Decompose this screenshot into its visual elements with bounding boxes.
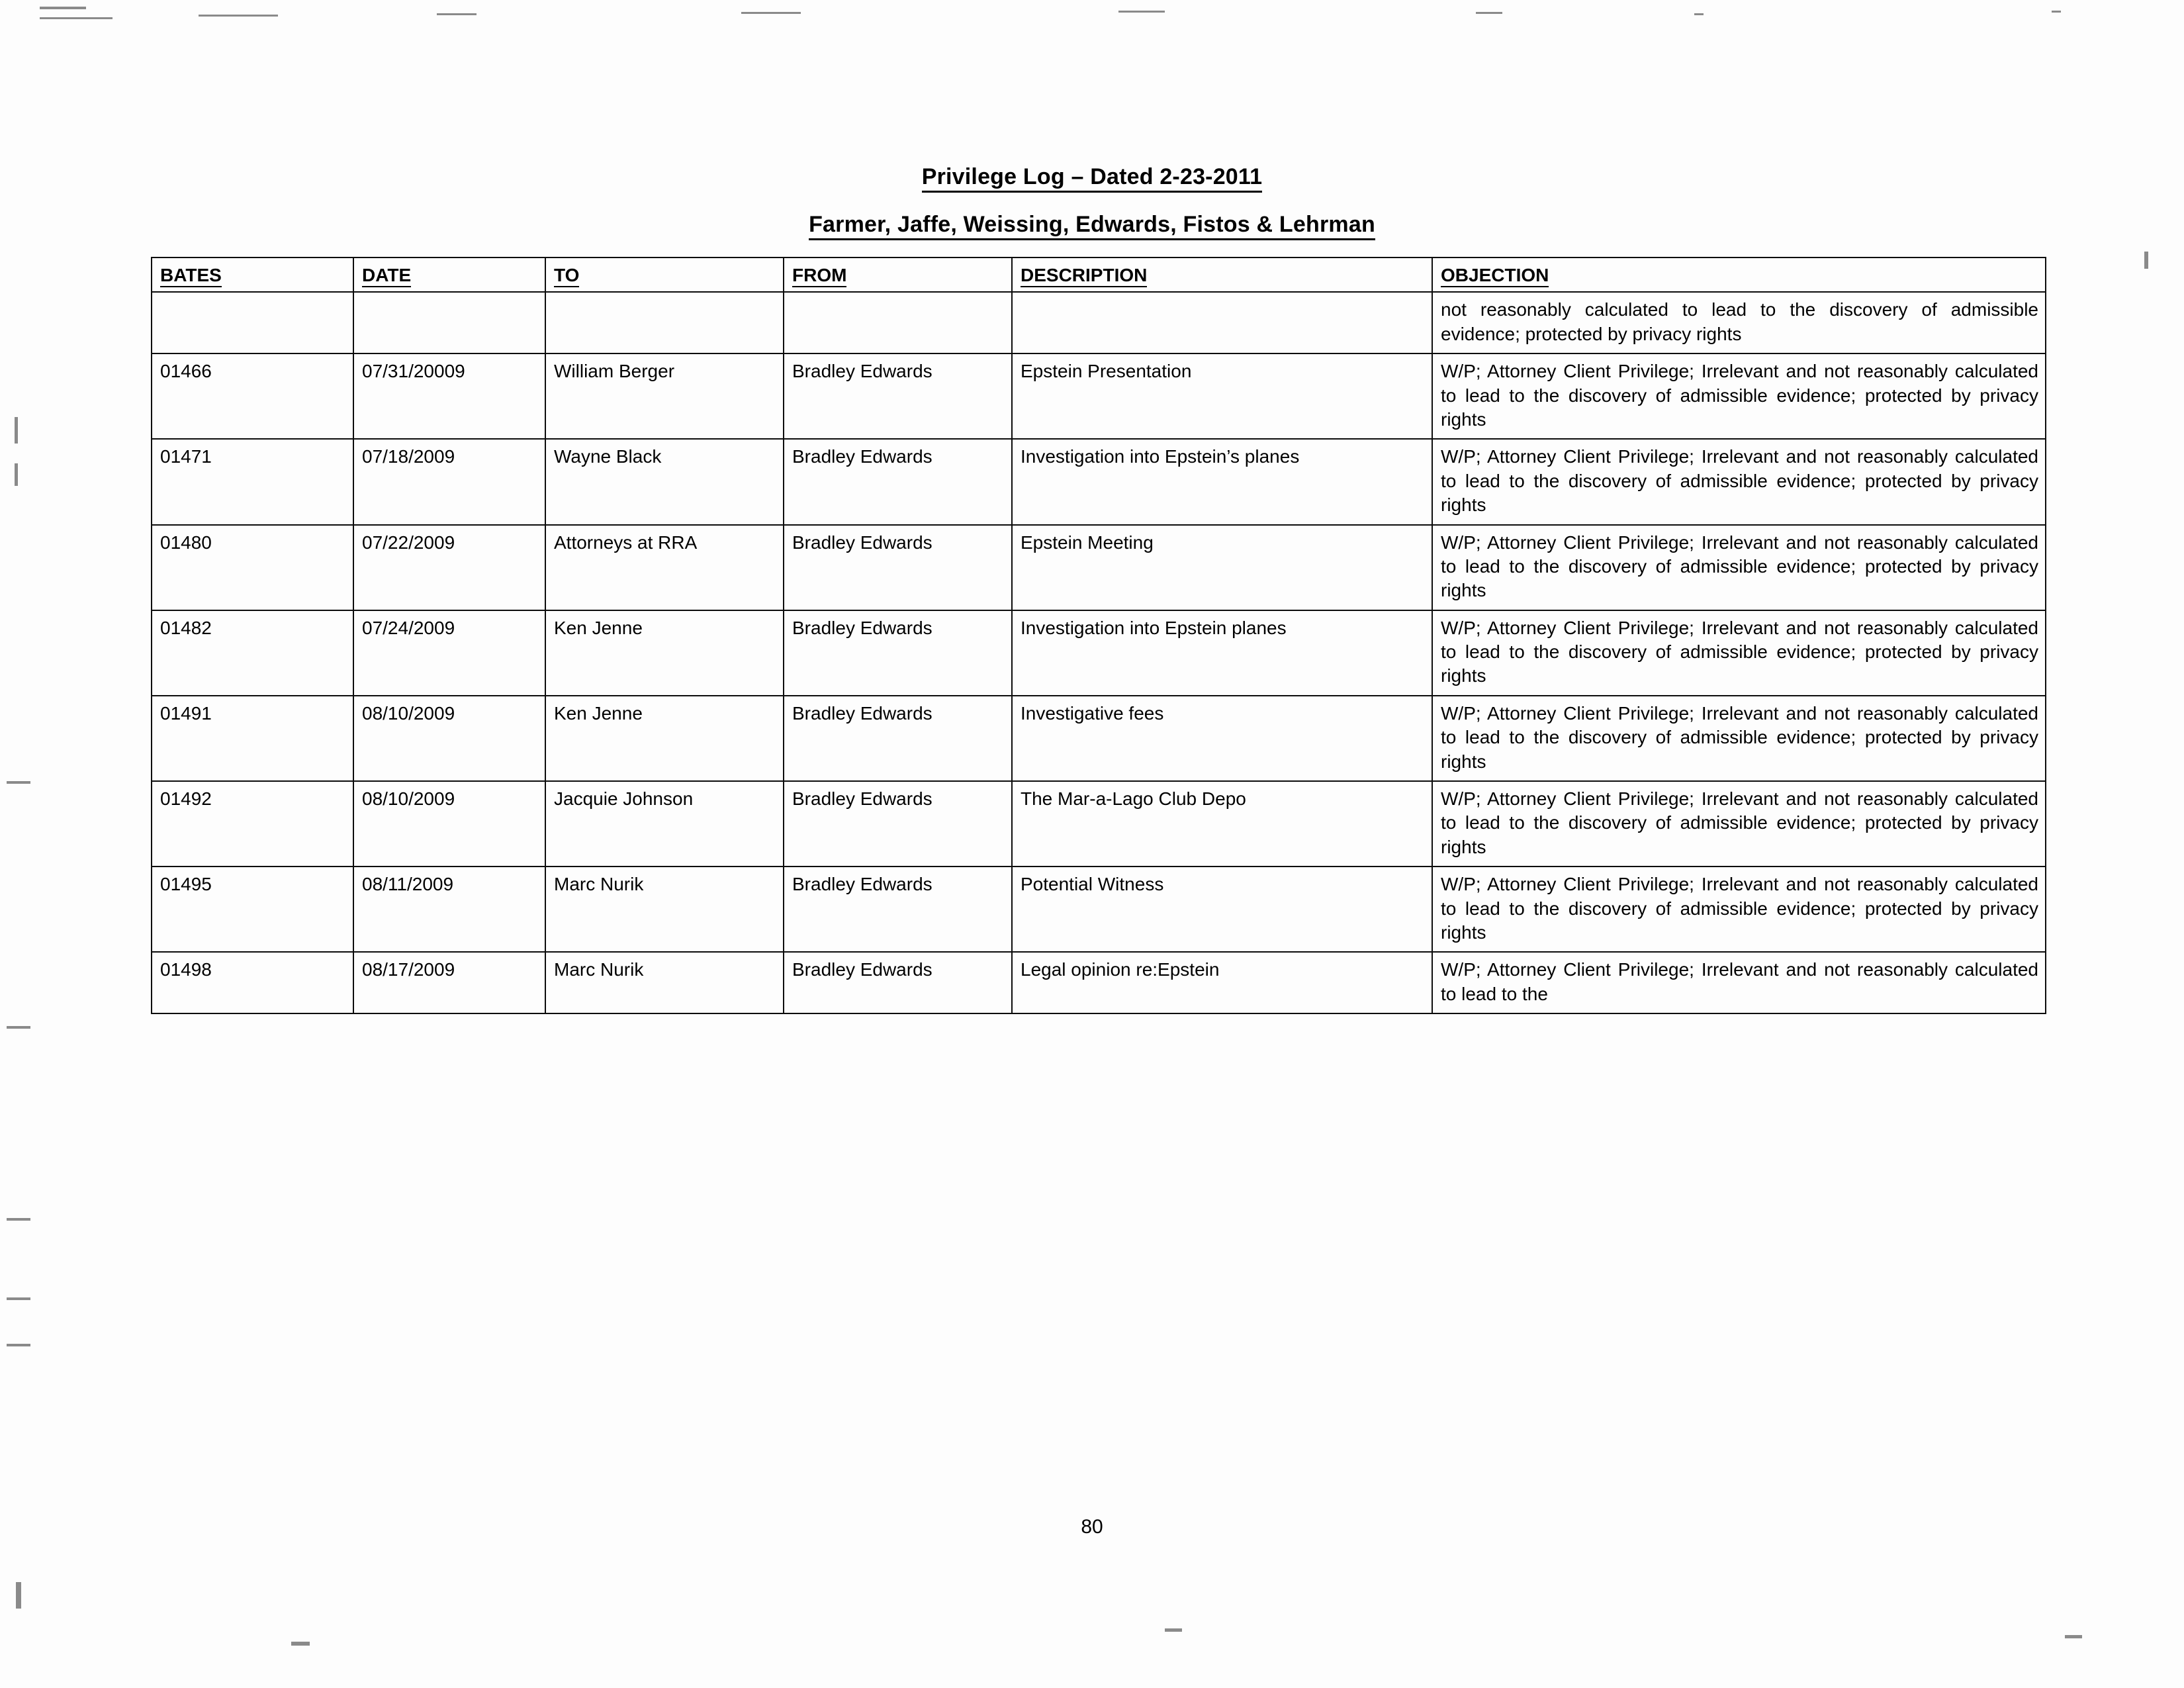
cell-from: Bradley Edwards	[784, 353, 1012, 439]
cell-description: Epstein Presentation	[1012, 353, 1432, 439]
scan-artifact	[741, 12, 801, 14]
scan-artifact	[7, 1297, 30, 1300]
table-row	[152, 439, 2046, 524]
cell-to: Ken Jenne	[545, 610, 784, 696]
cell-bates: 01480	[152, 525, 353, 610]
scan-artifact	[15, 463, 18, 486]
cell-from: Bradley Edwards	[784, 952, 1012, 1013]
page-number: 80	[1081, 1516, 1103, 1538]
cell-objection: W/P; Attorney Client Privilege; Irrelevant and not reasonably calculated to lead to the discovery of admissible evidence; protected by privacy rights	[1432, 439, 2046, 524]
cell-to: Attorneys at RRA	[545, 525, 784, 610]
cell-description: The Mar-a-Lago Club Depo	[1012, 781, 1432, 867]
cell-objection: W/P; Attorney Client Privilege; Irrelevant and not reasonably calculated to lead to the	[1432, 952, 2046, 1013]
cell-bates: 01495	[152, 867, 353, 952]
scan-artifact	[7, 1344, 30, 1346]
cell-bates: 01471	[152, 439, 353, 524]
cell-to: Jacquie Johnson	[545, 781, 784, 867]
table-row	[152, 696, 2046, 781]
cell-objection: W/P; Attorney Client Privilege; Irrelevant and not reasonably calculated to lead to the discovery of admissible evidence; protected by privacy rights	[1432, 781, 2046, 867]
table-row	[152, 952, 2046, 1013]
cell-date: 08/17/2009	[353, 952, 545, 1013]
cell-to	[545, 292, 784, 353]
column-header-objection: OBJECTION	[1432, 258, 2046, 292]
cell-from: Bradley Edwards	[784, 781, 1012, 867]
scan-artifact	[15, 417, 18, 444]
cell-bates: 01491	[152, 696, 353, 781]
table-row	[152, 781, 2046, 867]
cell-objection: W/P; Attorney Client Privilege; Irrelevant and not reasonably calculated to lead to the discovery of admissible evidence; protected by privacy rights	[1432, 867, 2046, 952]
cell-objection: W/P; Attorney Client Privilege; Irrelevant and not reasonably calculated to lead to the discovery of admissible evidence; protected by privacy rights	[1432, 353, 2046, 439]
cell-from: Bradley Edwards	[784, 696, 1012, 781]
scan-artifact	[1476, 12, 1502, 14]
page-title-line-2	[0, 212, 2184, 238]
scan-artifact	[1118, 11, 1165, 13]
cell-to: Marc Nurik	[545, 952, 784, 1013]
cell-from	[784, 292, 1012, 353]
cell-bates: 01492	[152, 781, 353, 867]
cell-description: Investigation into Epstein’s planes	[1012, 439, 1432, 524]
table-row	[152, 525, 2046, 610]
cell-from: Bradley Edwards	[784, 439, 1012, 524]
table-row	[152, 292, 2046, 353]
cell-objection: not reasonably calculated to lead to the discovery of admissible evidence; protected by privacy rights	[1432, 292, 2046, 353]
scan-artifact	[7, 1026, 30, 1029]
cell-date: 08/10/2009	[353, 781, 545, 867]
scan-artifact	[1694, 13, 1704, 15]
cell-description: Investigative fees	[1012, 696, 1432, 781]
scan-artifact	[7, 781, 30, 784]
scan-artifact	[40, 7, 86, 9]
column-header-description: DESCRIPTION	[1012, 258, 1432, 292]
column-header-from: FROM	[784, 258, 1012, 292]
table-body	[152, 292, 2046, 1013]
cell-description	[1012, 292, 1432, 353]
cell-date: 08/10/2009	[353, 696, 545, 781]
privilege-log-table	[151, 257, 2046, 1014]
cell-date	[353, 292, 545, 353]
table-row	[152, 353, 2046, 439]
table-row	[152, 867, 2046, 952]
cell-description: Investigation into Epstein planes	[1012, 610, 1432, 696]
cell-description: Epstein Meeting	[1012, 525, 1432, 610]
cell-to: Ken Jenne	[545, 696, 784, 781]
cell-bates	[152, 292, 353, 353]
cell-bates: 01498	[152, 952, 353, 1013]
cell-objection: W/P; Attorney Client Privilege; Irrelevant and not reasonably calculated to lead to the discovery of admissible evidence; protected by privacy rights	[1432, 696, 2046, 781]
cell-date: 07/18/2009	[353, 439, 545, 524]
column-header-to: TO	[545, 258, 784, 292]
cell-objection: W/P; Attorney Client Privilege; Irrelevant and not reasonably calculated to lead to the discovery of admissible evidence; protected by privacy rights	[1432, 525, 2046, 610]
scan-artifact	[291, 1642, 310, 1646]
scan-artifact	[7, 1218, 30, 1221]
scan-artifact	[2052, 11, 2061, 13]
scan-artifact	[199, 15, 278, 17]
cell-to: William Berger	[545, 353, 784, 439]
cell-date: 08/11/2009	[353, 867, 545, 952]
cell-description: Potential Witness	[1012, 867, 1432, 952]
scan-artifact	[437, 13, 477, 15]
cell-from: Bradley Edwards	[784, 525, 1012, 610]
scan-artifact	[1165, 1628, 1182, 1632]
cell-date: 07/31/20009	[353, 353, 545, 439]
page-title-line-2-text: Farmer, Jaffe, Weissing, Edwards, Fistos & Lehrman	[809, 212, 1375, 240]
cell-to: Wayne Black	[545, 439, 784, 524]
cell-date: 07/24/2009	[353, 610, 545, 696]
cell-from: Bradley Edwards	[784, 867, 1012, 952]
scan-artifact	[16, 1582, 21, 1609]
cell-to: Marc Nurik	[545, 867, 784, 952]
page-title-line-1	[0, 164, 2184, 190]
table-row	[152, 610, 2046, 696]
cell-from: Bradley Edwards	[784, 610, 1012, 696]
page-title-line-1-text: Privilege Log – Dated 2-23-2011	[922, 164, 1263, 193]
cell-objection: W/P; Attorney Client Privilege; Irrelevant and not reasonably calculated to lead to the discovery of admissible evidence; protected by privacy rights	[1432, 610, 2046, 696]
table-header-row	[152, 258, 2046, 292]
column-header-date: DATE	[353, 258, 545, 292]
column-header-bates: BATES	[152, 258, 353, 292]
cell-description: Legal opinion re:Epstein	[1012, 952, 1432, 1013]
scan-artifact	[2144, 252, 2148, 269]
scan-artifact	[2065, 1635, 2082, 1638]
cell-date: 07/22/2009	[353, 525, 545, 610]
cell-bates: 01482	[152, 610, 353, 696]
cell-bates: 01466	[152, 353, 353, 439]
scan-artifact	[40, 17, 113, 19]
